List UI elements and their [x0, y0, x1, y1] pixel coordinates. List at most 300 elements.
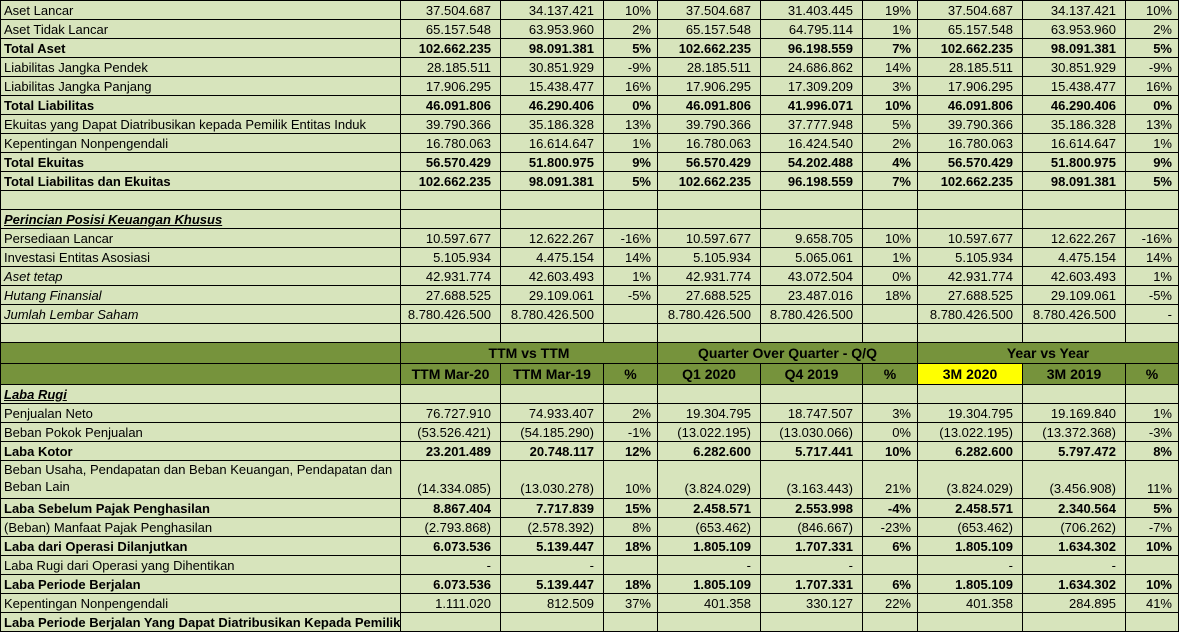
- pct-cell[interactable]: [1126, 613, 1179, 632]
- value-cell[interactable]: (2.793.868): [401, 518, 501, 537]
- value-cell[interactable]: 34.137.421: [501, 1, 604, 20]
- pct-cell[interactable]: [604, 305, 658, 324]
- value-cell[interactable]: 16.614.647: [1023, 134, 1126, 153]
- pct-cell[interactable]: -16%: [1126, 229, 1179, 248]
- row-label[interactable]: Total Liabilitas dan Ekuitas: [1, 172, 401, 191]
- pct-cell[interactable]: 41%: [1126, 594, 1179, 613]
- pct-cell[interactable]: 4%: [863, 153, 918, 172]
- pct-cell[interactable]: 2%: [863, 134, 918, 153]
- empty-cell[interactable]: [658, 191, 761, 210]
- pct-cell[interactable]: 10%: [1126, 575, 1179, 594]
- empty-cell[interactable]: [918, 210, 1023, 229]
- pct-cell[interactable]: 3%: [863, 77, 918, 96]
- pct-cell[interactable]: [863, 613, 918, 632]
- value-cell[interactable]: (13.022.195): [918, 423, 1023, 442]
- empty-cell[interactable]: [863, 324, 918, 343]
- empty-cell[interactable]: [1126, 385, 1179, 404]
- pct-cell[interactable]: 18%: [604, 575, 658, 594]
- value-cell[interactable]: 96.198.559: [761, 172, 863, 191]
- pct-cell[interactable]: 6%: [863, 537, 918, 556]
- value-cell[interactable]: 56.570.429: [658, 153, 761, 172]
- row-label[interactable]: Penjualan Neto: [1, 404, 401, 423]
- pct-cell[interactable]: 18%: [604, 537, 658, 556]
- row-label[interactable]: Laba Rugi dari Operasi yang Dihentikan: [1, 556, 401, 575]
- empty-cell[interactable]: [501, 385, 604, 404]
- value-cell[interactable]: (3.456.908): [1023, 461, 1126, 499]
- pct-cell[interactable]: 3%: [863, 404, 918, 423]
- value-cell[interactable]: (3.824.029): [658, 461, 761, 499]
- pct-cell[interactable]: 11%: [1126, 461, 1179, 499]
- value-cell[interactable]: 16.614.647: [501, 134, 604, 153]
- row-label[interactable]: Kepentingan Nonpengendali: [1, 594, 401, 613]
- value-cell[interactable]: 8.780.426.500: [1023, 305, 1126, 324]
- pct-cell[interactable]: 10%: [604, 1, 658, 20]
- value-cell[interactable]: 30.851.929: [1023, 58, 1126, 77]
- value-cell[interactable]: 65.157.548: [658, 20, 761, 39]
- value-cell[interactable]: 6.073.536: [401, 575, 501, 594]
- value-cell[interactable]: 35.186.328: [501, 115, 604, 134]
- value-cell[interactable]: 35.186.328: [1023, 115, 1126, 134]
- value-cell[interactable]: 42.603.493: [1023, 267, 1126, 286]
- pct-cell[interactable]: 1%: [1126, 267, 1179, 286]
- pct-cell[interactable]: 10%: [863, 442, 918, 461]
- value-cell[interactable]: 17.309.209: [761, 77, 863, 96]
- value-cell[interactable]: 43.072.504: [761, 267, 863, 286]
- pct-cell[interactable]: 13%: [1126, 115, 1179, 134]
- value-cell[interactable]: 7.717.839: [501, 499, 604, 518]
- pct-cell[interactable]: -23%: [863, 518, 918, 537]
- empty-cell[interactable]: [604, 210, 658, 229]
- empty-cell[interactable]: [761, 191, 863, 210]
- pct-cell[interactable]: 5%: [1126, 499, 1179, 518]
- pct-cell[interactable]: 8%: [604, 518, 658, 537]
- value-cell[interactable]: 51.800.975: [1023, 153, 1126, 172]
- value-cell[interactable]: (13.030.066): [761, 423, 863, 442]
- value-cell[interactable]: -: [501, 556, 604, 575]
- value-cell[interactable]: 102.662.235: [918, 172, 1023, 191]
- empty-cell[interactable]: [401, 324, 501, 343]
- value-cell[interactable]: 27.688.525: [401, 286, 501, 305]
- pct-cell[interactable]: [863, 305, 918, 324]
- pct-cell[interactable]: 22%: [863, 594, 918, 613]
- pct-cell[interactable]: -5%: [604, 286, 658, 305]
- value-cell[interactable]: 42.931.774: [658, 267, 761, 286]
- row-label[interactable]: Beban Usaha, Pendapatan dan Beban Keuangan, Pendapatan dan Beban Lain: [1, 461, 401, 499]
- value-cell[interactable]: 34.137.421: [1023, 1, 1126, 20]
- column-header-highlighted[interactable]: 3M 2020: [918, 364, 1023, 385]
- value-cell[interactable]: 27.688.525: [918, 286, 1023, 305]
- value-cell[interactable]: 51.800.975: [501, 153, 604, 172]
- value-cell[interactable]: [501, 613, 604, 632]
- empty-cell[interactable]: [761, 210, 863, 229]
- value-cell[interactable]: (54.185.290): [501, 423, 604, 442]
- value-cell[interactable]: (653.462): [918, 518, 1023, 537]
- value-cell[interactable]: 19.169.840: [1023, 404, 1126, 423]
- value-cell[interactable]: (13.022.195): [658, 423, 761, 442]
- empty-cell[interactable]: [1126, 191, 1179, 210]
- value-cell[interactable]: 74.933.407: [501, 404, 604, 423]
- value-cell[interactable]: 23.487.016: [761, 286, 863, 305]
- value-cell[interactable]: 96.198.559: [761, 39, 863, 58]
- row-label[interactable]: Persediaan Lancar: [1, 229, 401, 248]
- value-cell[interactable]: 46.091.806: [401, 96, 501, 115]
- pct-cell[interactable]: [1126, 556, 1179, 575]
- column-header[interactable]: %: [863, 364, 918, 385]
- value-cell[interactable]: 46.091.806: [658, 96, 761, 115]
- pct-cell[interactable]: -1%: [604, 423, 658, 442]
- pct-cell[interactable]: 8%: [1126, 442, 1179, 461]
- value-cell[interactable]: 39.790.366: [401, 115, 501, 134]
- value-cell[interactable]: 56.570.429: [401, 153, 501, 172]
- pct-cell[interactable]: -7%: [1126, 518, 1179, 537]
- pct-cell[interactable]: 2%: [604, 404, 658, 423]
- value-cell[interactable]: 12.622.267: [501, 229, 604, 248]
- value-cell[interactable]: 102.662.235: [401, 172, 501, 191]
- value-cell[interactable]: 30.851.929: [501, 58, 604, 77]
- pct-cell[interactable]: 13%: [604, 115, 658, 134]
- pct-cell[interactable]: 2%: [1126, 20, 1179, 39]
- value-cell[interactable]: 24.686.862: [761, 58, 863, 77]
- empty-cell[interactable]: [761, 324, 863, 343]
- value-cell[interactable]: -: [401, 556, 501, 575]
- column-header[interactable]: 3M 2019: [1023, 364, 1126, 385]
- value-cell[interactable]: 5.139.447: [501, 575, 604, 594]
- pct-cell[interactable]: 21%: [863, 461, 918, 499]
- row-label[interactable]: Laba dari Operasi Dilanjutkan: [1, 537, 401, 556]
- value-cell[interactable]: [918, 613, 1023, 632]
- value-cell[interactable]: -: [761, 556, 863, 575]
- pct-cell[interactable]: 5%: [863, 115, 918, 134]
- value-cell[interactable]: 65.157.548: [918, 20, 1023, 39]
- pct-cell[interactable]: 7%: [863, 39, 918, 58]
- column-header[interactable]: TTM Mar-20: [401, 364, 501, 385]
- value-cell[interactable]: 42.931.774: [918, 267, 1023, 286]
- value-cell[interactable]: (3.824.029): [918, 461, 1023, 499]
- column-header[interactable]: TTM Mar-19: [501, 364, 604, 385]
- header-spacer-cell[interactable]: [1, 343, 401, 364]
- value-cell[interactable]: 8.867.404: [401, 499, 501, 518]
- empty-cell[interactable]: [918, 191, 1023, 210]
- pct-cell[interactable]: 0%: [863, 423, 918, 442]
- value-cell[interactable]: -: [1023, 556, 1126, 575]
- value-cell[interactable]: 1.805.109: [658, 575, 761, 594]
- pct-cell[interactable]: -3%: [1126, 423, 1179, 442]
- value-cell[interactable]: 46.290.406: [1023, 96, 1126, 115]
- value-cell[interactable]: (14.334.085): [401, 461, 501, 499]
- value-cell[interactable]: (3.163.443): [761, 461, 863, 499]
- value-cell[interactable]: 63.953.960: [1023, 20, 1126, 39]
- pct-cell[interactable]: 10%: [604, 461, 658, 499]
- pct-cell[interactable]: 14%: [1126, 248, 1179, 267]
- value-cell[interactable]: 16.424.540: [761, 134, 863, 153]
- empty-cell[interactable]: [1023, 210, 1126, 229]
- empty-cell[interactable]: [401, 191, 501, 210]
- section-title[interactable]: Perincian Posisi Keuangan Khusus: [1, 210, 401, 229]
- value-cell[interactable]: 28.185.511: [401, 58, 501, 77]
- value-cell[interactable]: 2.458.571: [918, 499, 1023, 518]
- empty-cell[interactable]: [501, 191, 604, 210]
- value-cell[interactable]: (2.578.392): [501, 518, 604, 537]
- value-cell[interactable]: 37.777.948: [761, 115, 863, 134]
- value-cell[interactable]: 4.475.154: [501, 248, 604, 267]
- value-cell[interactable]: [658, 613, 761, 632]
- pct-cell[interactable]: 1%: [1126, 134, 1179, 153]
- value-cell[interactable]: 4.475.154: [1023, 248, 1126, 267]
- row-label[interactable]: Jumlah Lembar Saham: [1, 305, 401, 324]
- value-cell[interactable]: 15.438.477: [501, 77, 604, 96]
- value-cell[interactable]: 27.688.525: [658, 286, 761, 305]
- pct-cell[interactable]: 1%: [604, 134, 658, 153]
- column-header[interactable]: %: [1126, 364, 1179, 385]
- pct-cell[interactable]: 16%: [1126, 77, 1179, 96]
- value-cell[interactable]: 76.727.910: [401, 404, 501, 423]
- value-cell[interactable]: 17.906.295: [401, 77, 501, 96]
- pct-cell[interactable]: 9%: [1126, 153, 1179, 172]
- value-cell[interactable]: 28.185.511: [918, 58, 1023, 77]
- empty-cell[interactable]: [604, 191, 658, 210]
- value-cell[interactable]: 29.109.061: [1023, 286, 1126, 305]
- pct-cell[interactable]: 1%: [1126, 404, 1179, 423]
- pct-cell[interactable]: -4%: [863, 499, 918, 518]
- row-label[interactable]: Laba Periode Berjalan Yang Dapat Diatribusikan Kepada Pemilik: [1, 613, 401, 632]
- pct-cell[interactable]: 6%: [863, 575, 918, 594]
- value-cell[interactable]: (846.667): [761, 518, 863, 537]
- value-cell[interactable]: 23.201.489: [401, 442, 501, 461]
- row-label[interactable]: Liabilitas Jangka Panjang: [1, 77, 401, 96]
- value-cell[interactable]: 6.073.536: [401, 537, 501, 556]
- value-cell[interactable]: 5.105.934: [658, 248, 761, 267]
- pct-cell[interactable]: 9%: [604, 153, 658, 172]
- value-cell[interactable]: 16.780.063: [401, 134, 501, 153]
- empty-cell[interactable]: [604, 385, 658, 404]
- empty-cell[interactable]: [658, 324, 761, 343]
- value-cell[interactable]: 1.634.302: [1023, 537, 1126, 556]
- pct-cell[interactable]: 7%: [863, 172, 918, 191]
- value-cell[interactable]: 12.622.267: [1023, 229, 1126, 248]
- value-cell[interactable]: 5.065.061: [761, 248, 863, 267]
- value-cell[interactable]: 10.597.677: [658, 229, 761, 248]
- value-cell[interactable]: 46.091.806: [918, 96, 1023, 115]
- pct-cell[interactable]: 18%: [863, 286, 918, 305]
- value-cell[interactable]: 98.091.381: [1023, 172, 1126, 191]
- pct-cell[interactable]: 1%: [863, 248, 918, 267]
- row-label[interactable]: Beban Pokok Penjualan: [1, 423, 401, 442]
- value-cell[interactable]: 15.438.477: [1023, 77, 1126, 96]
- row-label[interactable]: Hutang Finansial: [1, 286, 401, 305]
- value-cell[interactable]: 8.780.426.500: [501, 305, 604, 324]
- value-cell[interactable]: 102.662.235: [918, 39, 1023, 58]
- value-cell[interactable]: (653.462): [658, 518, 761, 537]
- value-cell[interactable]: 39.790.366: [918, 115, 1023, 134]
- pct-cell[interactable]: 10%: [1126, 537, 1179, 556]
- empty-cell[interactable]: [658, 210, 761, 229]
- empty-cell[interactable]: [501, 324, 604, 343]
- value-cell[interactable]: (13.030.278): [501, 461, 604, 499]
- value-cell[interactable]: 1.707.331: [761, 537, 863, 556]
- row-label[interactable]: Investasi Entitas Asosiasi: [1, 248, 401, 267]
- value-cell[interactable]: 16.780.063: [658, 134, 761, 153]
- value-cell[interactable]: 10.597.677: [918, 229, 1023, 248]
- value-cell[interactable]: 8.780.426.500: [918, 305, 1023, 324]
- pct-cell[interactable]: 10%: [863, 96, 918, 115]
- empty-cell[interactable]: [604, 324, 658, 343]
- pct-cell[interactable]: 0%: [863, 267, 918, 286]
- empty-cell[interactable]: [761, 385, 863, 404]
- value-cell[interactable]: 1.707.331: [761, 575, 863, 594]
- pct-cell[interactable]: -9%: [604, 58, 658, 77]
- value-cell[interactable]: 17.906.295: [918, 77, 1023, 96]
- column-header[interactable]: %: [604, 364, 658, 385]
- value-cell[interactable]: 39.790.366: [658, 115, 761, 134]
- value-cell[interactable]: 102.662.235: [401, 39, 501, 58]
- row-label[interactable]: Aset Lancar: [1, 1, 401, 20]
- section-title[interactable]: Laba Rugi: [1, 385, 401, 404]
- pct-cell[interactable]: 0%: [1126, 96, 1179, 115]
- value-cell[interactable]: 102.662.235: [658, 172, 761, 191]
- pct-cell[interactable]: 10%: [1126, 1, 1179, 20]
- value-cell[interactable]: 2.340.564: [1023, 499, 1126, 518]
- row-label[interactable]: Laba Sebelum Pajak Penghasilan: [1, 499, 401, 518]
- value-cell[interactable]: 8.780.426.500: [401, 305, 501, 324]
- empty-cell[interactable]: [918, 324, 1023, 343]
- value-cell[interactable]: 42.603.493: [501, 267, 604, 286]
- group-header[interactable]: Quarter Over Quarter - Q/Q: [658, 343, 918, 364]
- row-label[interactable]: Kepentingan Nonpengendali: [1, 134, 401, 153]
- value-cell[interactable]: 98.091.381: [1023, 39, 1126, 58]
- value-cell[interactable]: 28.185.511: [658, 58, 761, 77]
- pct-cell[interactable]: 14%: [604, 248, 658, 267]
- value-cell[interactable]: [761, 613, 863, 632]
- row-label[interactable]: Aset tetap: [1, 267, 401, 286]
- pct-cell[interactable]: -16%: [604, 229, 658, 248]
- value-cell[interactable]: 29.109.061: [501, 286, 604, 305]
- row-label[interactable]: Aset Tidak Lancar: [1, 20, 401, 39]
- value-cell[interactable]: 20.748.117: [501, 442, 604, 461]
- row-label[interactable]: Total Liabilitas: [1, 96, 401, 115]
- empty-cell[interactable]: [1023, 191, 1126, 210]
- pct-cell[interactable]: -: [1126, 305, 1179, 324]
- value-cell[interactable]: 812.509: [501, 594, 604, 613]
- pct-cell[interactable]: 14%: [863, 58, 918, 77]
- value-cell[interactable]: 1.634.302: [1023, 575, 1126, 594]
- value-cell[interactable]: 37.504.687: [658, 1, 761, 20]
- empty-cell[interactable]: [501, 210, 604, 229]
- value-cell[interactable]: 31.403.445: [761, 1, 863, 20]
- row-label[interactable]: Liabilitas Jangka Pendek: [1, 58, 401, 77]
- value-cell[interactable]: 17.906.295: [658, 77, 761, 96]
- value-cell[interactable]: 64.795.114: [761, 20, 863, 39]
- empty-cell[interactable]: [401, 385, 501, 404]
- value-cell[interactable]: 1.805.109: [918, 575, 1023, 594]
- value-cell[interactable]: 98.091.381: [501, 172, 604, 191]
- value-cell[interactable]: [401, 613, 501, 632]
- pct-cell[interactable]: 5%: [604, 39, 658, 58]
- empty-cell[interactable]: [658, 385, 761, 404]
- pct-cell[interactable]: 37%: [604, 594, 658, 613]
- group-header[interactable]: Year vs Year: [918, 343, 1179, 364]
- pct-cell[interactable]: 0%: [604, 96, 658, 115]
- value-cell[interactable]: 9.658.705: [761, 229, 863, 248]
- value-cell[interactable]: 102.662.235: [658, 39, 761, 58]
- row-label[interactable]: Laba Periode Berjalan: [1, 575, 401, 594]
- row-label[interactable]: Total Aset: [1, 39, 401, 58]
- value-cell[interactable]: 401.358: [658, 594, 761, 613]
- value-cell[interactable]: 41.996.071: [761, 96, 863, 115]
- value-cell[interactable]: 42.931.774: [401, 267, 501, 286]
- pct-cell[interactable]: [863, 556, 918, 575]
- value-cell[interactable]: 1.805.109: [918, 537, 1023, 556]
- value-cell[interactable]: 56.570.429: [918, 153, 1023, 172]
- pct-cell[interactable]: -9%: [1126, 58, 1179, 77]
- pct-cell[interactable]: 5%: [1126, 172, 1179, 191]
- empty-cell[interactable]: [1, 191, 401, 210]
- empty-cell[interactable]: [863, 385, 918, 404]
- value-cell[interactable]: 8.780.426.500: [658, 305, 761, 324]
- value-cell[interactable]: [1023, 613, 1126, 632]
- row-label[interactable]: Ekuitas yang Dapat Diatribusikan kepada Pemilik Entitas Induk: [1, 115, 401, 134]
- pct-cell[interactable]: 16%: [604, 77, 658, 96]
- empty-cell[interactable]: [863, 210, 918, 229]
- header-spacer-cell[interactable]: [1, 364, 401, 385]
- value-cell[interactable]: 1.805.109: [658, 537, 761, 556]
- value-cell[interactable]: 63.953.960: [501, 20, 604, 39]
- value-cell[interactable]: 2.458.571: [658, 499, 761, 518]
- value-cell[interactable]: 65.157.548: [401, 20, 501, 39]
- value-cell[interactable]: 19.304.795: [658, 404, 761, 423]
- empty-cell[interactable]: [918, 385, 1023, 404]
- value-cell[interactable]: 6.282.600: [918, 442, 1023, 461]
- value-cell[interactable]: 54.202.488: [761, 153, 863, 172]
- empty-cell[interactable]: [1023, 324, 1126, 343]
- value-cell[interactable]: 5.797.472: [1023, 442, 1126, 461]
- pct-cell[interactable]: 1%: [604, 267, 658, 286]
- pct-cell[interactable]: 5%: [1126, 39, 1179, 58]
- value-cell[interactable]: 401.358: [918, 594, 1023, 613]
- value-cell[interactable]: (706.262): [1023, 518, 1126, 537]
- value-cell[interactable]: 18.747.507: [761, 404, 863, 423]
- value-cell[interactable]: 284.895: [1023, 594, 1126, 613]
- row-label[interactable]: (Beban) Manfaat Pajak Penghasilan: [1, 518, 401, 537]
- value-cell[interactable]: 98.091.381: [501, 39, 604, 58]
- empty-cell[interactable]: [1126, 324, 1179, 343]
- value-cell[interactable]: 16.780.063: [918, 134, 1023, 153]
- empty-cell[interactable]: [1126, 210, 1179, 229]
- pct-cell[interactable]: 12%: [604, 442, 658, 461]
- value-cell[interactable]: 5.105.934: [401, 248, 501, 267]
- pct-cell[interactable]: 1%: [863, 20, 918, 39]
- value-cell[interactable]: 10.597.677: [401, 229, 501, 248]
- value-cell[interactable]: 5.139.447: [501, 537, 604, 556]
- group-header[interactable]: TTM vs TTM: [401, 343, 658, 364]
- pct-cell[interactable]: [604, 613, 658, 632]
- value-cell[interactable]: 8.780.426.500: [761, 305, 863, 324]
- value-cell[interactable]: -: [658, 556, 761, 575]
- pct-cell[interactable]: [604, 556, 658, 575]
- value-cell[interactable]: 2.553.998: [761, 499, 863, 518]
- value-cell[interactable]: 46.290.406: [501, 96, 604, 115]
- pct-cell[interactable]: 19%: [863, 1, 918, 20]
- value-cell[interactable]: 330.127: [761, 594, 863, 613]
- pct-cell[interactable]: 2%: [604, 20, 658, 39]
- pct-cell[interactable]: 5%: [604, 172, 658, 191]
- value-cell[interactable]: 6.282.600: [658, 442, 761, 461]
- value-cell[interactable]: 5.105.934: [918, 248, 1023, 267]
- column-header[interactable]: Q1 2020: [658, 364, 761, 385]
- column-header[interactable]: Q4 2019: [761, 364, 863, 385]
- empty-cell[interactable]: [863, 191, 918, 210]
- value-cell[interactable]: -: [918, 556, 1023, 575]
- row-label[interactable]: Laba Kotor: [1, 442, 401, 461]
